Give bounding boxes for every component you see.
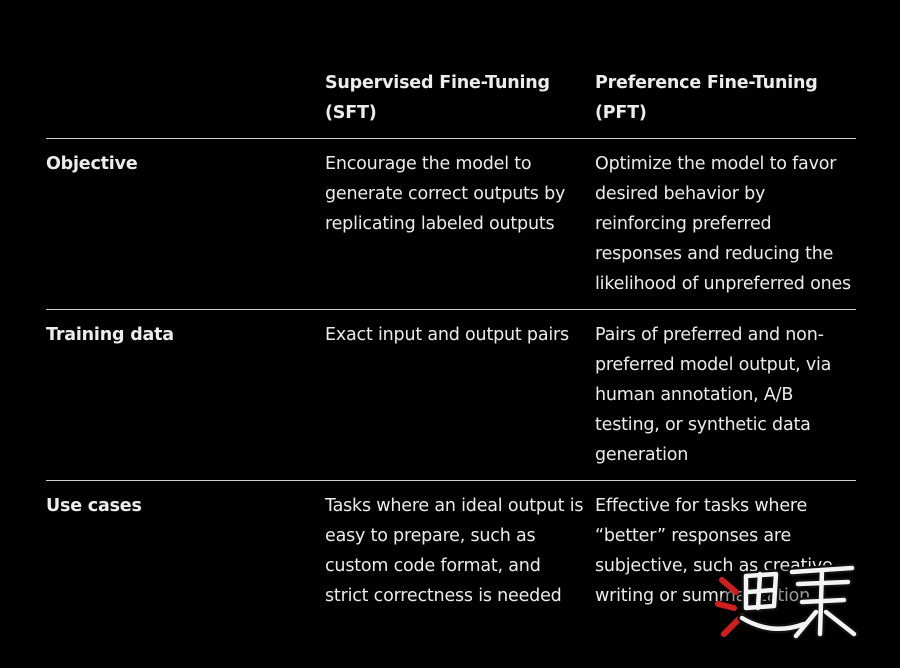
row-label: Training data: [46, 325, 174, 345]
pft-cell: Optimize the model to favor desired behavior by reinforcing preferred responses and reducing the likelihood of unpreferred ones: [595, 154, 851, 294]
comparison-table: [46, 67, 856, 611]
sft-cell: Exact input and output pairs: [325, 325, 569, 345]
watermark-seal-icon: [712, 562, 862, 644]
header-pft: Preference Fine-Tuning (PFT): [595, 73, 818, 123]
sft-cell: Encourage the model to generate correct outputs by replicating labeled outputs: [325, 154, 566, 234]
table-row-objective: [46, 139, 856, 310]
table-header-row: [46, 67, 856, 139]
row-label: Objective: [46, 154, 138, 174]
table-row-training-data: [46, 310, 856, 481]
sft-cell: Tasks where an ideal output is easy to prepare, such as custom code format, and strict correctness is needed: [325, 496, 584, 606]
header-empty: [46, 67, 325, 138]
pft-cell: Effective for tasks where “better” responses are subjective, such as creative writing or summarization.: [595, 496, 833, 606]
header-sft: Supervised Fine-Tuning (SFT): [325, 73, 550, 123]
row-label: Use cases: [46, 496, 142, 516]
pft-cell: Pairs of preferred and non-preferred model output, via human annotation, A/B testing, or synthetic data generation: [595, 325, 832, 465]
